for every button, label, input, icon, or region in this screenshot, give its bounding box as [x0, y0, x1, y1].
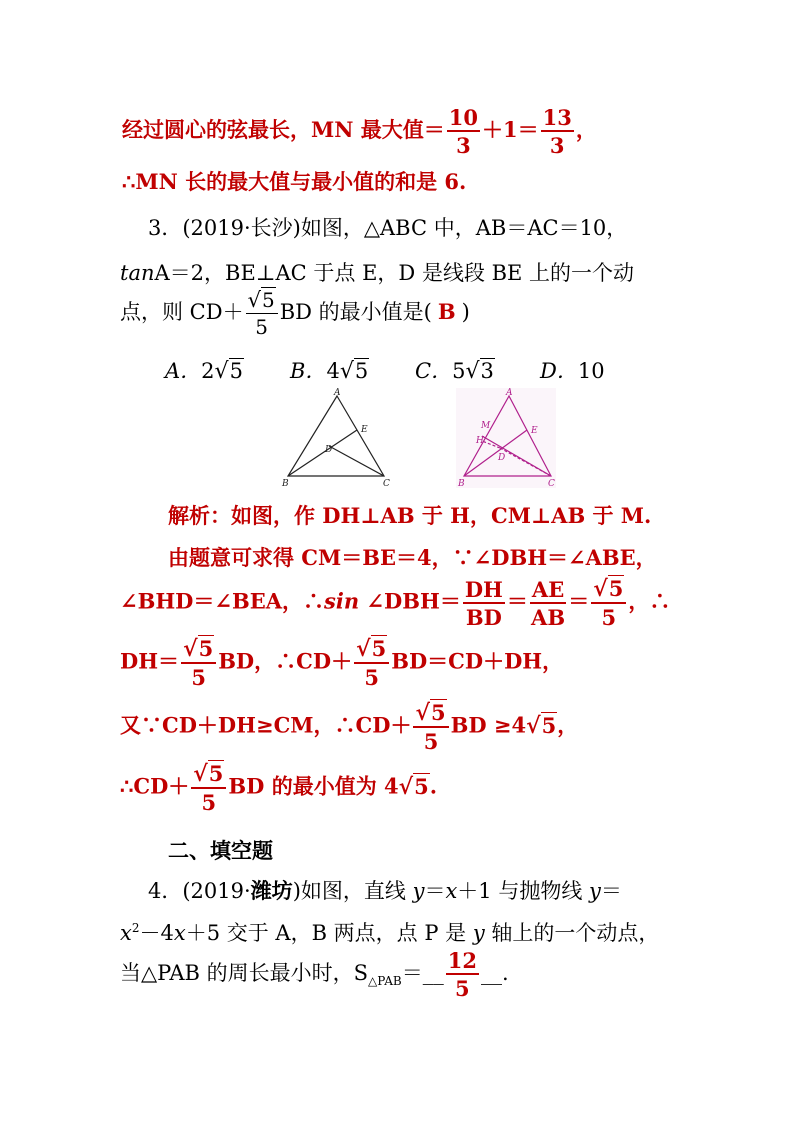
denominator: 3: [456, 133, 471, 158]
label-D: D: [325, 445, 333, 455]
denominator: 5: [423, 729, 439, 755]
option-d: [540, 355, 605, 385]
var-x: x: [173, 921, 186, 945]
numerator: √5: [181, 638, 216, 664]
radicand: 5: [608, 576, 624, 601]
radicand: 5: [371, 636, 387, 661]
figure-left-triangle: [280, 388, 395, 488]
fraction-ae-ab: [530, 576, 566, 630]
option-coef: 4: [326, 359, 340, 383]
fraction-sqrt5-over-5: [591, 576, 626, 631]
top-line-1-plus: ＋1＝: [482, 117, 539, 142]
top-line-2: ∴MN 长的最大值与最小值的和是 6.: [122, 169, 467, 194]
label-A: A: [334, 388, 341, 398]
q3-line-3: [120, 290, 470, 346]
text: ∠BHD＝∠BEA，∴: [120, 588, 325, 614]
option-a: A．2√5: [165, 359, 243, 384]
var-y: y: [589, 879, 601, 903]
fraction-sqrt5-over-5: [246, 290, 278, 337]
numerator: √5: [591, 578, 626, 604]
var-x: x: [120, 921, 132, 945]
text: ∠DBH＝: [359, 588, 461, 614]
numerator: DH: [464, 576, 503, 602]
subscript: △PAB: [368, 974, 402, 989]
var-y: y: [412, 879, 425, 903]
exponent: 2: [131, 921, 140, 935]
option-key: C．: [415, 359, 453, 383]
radicand: 5: [208, 761, 224, 786]
fraction-sqrt5-over-5: [181, 636, 216, 691]
city-name: 潍坊: [250, 878, 293, 903]
top-line-1: [122, 107, 597, 159]
fraction-sqrt5-over-5: [354, 636, 389, 691]
radicand: 5: [414, 773, 429, 799]
option-coef: 5: [452, 359, 466, 383]
radicand: 3: [480, 359, 494, 383]
q4-line-3: [120, 950, 509, 1020]
solution-line-3: [120, 578, 670, 638]
answer-fraction: [446, 950, 479, 999]
figure-right-triangle: [456, 388, 556, 488]
radicand: 5: [354, 359, 369, 383]
sqrt-symbol: √5: [526, 712, 557, 739]
denominator: 3: [549, 133, 565, 158]
option-key: A．: [165, 359, 202, 383]
text: ∴CD＋: [120, 773, 190, 799]
text: 4．(2019·: [148, 879, 251, 903]
denominator: 5: [601, 605, 617, 631]
radicand: 5: [229, 359, 243, 383]
solution-line-5: [120, 702, 578, 762]
label-B: B: [458, 479, 465, 488]
label-B: B: [282, 479, 289, 488]
text: )如图，直线: [292, 879, 413, 903]
numerator: [246, 290, 278, 314]
text: ＝__: [401, 961, 444, 985]
text: ，∴: [628, 588, 671, 614]
text: 当△PAB 的周长最小时，S: [120, 961, 369, 985]
label-H: H: [476, 436, 484, 446]
denominator: 5: [255, 315, 269, 339]
fraction-dh-bd: [463, 576, 505, 630]
fraction-sqrt5-over-5: [413, 700, 448, 755]
fraction-13-3: [541, 107, 574, 156]
text: DH＝: [120, 648, 180, 674]
denominator: 5: [364, 665, 379, 691]
q3-line-3-text: 点，则 CD＋: [120, 300, 244, 324]
text: 又∵CD＋DH≥CM，∴CD＋: [120, 712, 412, 738]
q3-line-3-text-b: BD 的最小值是(: [279, 300, 432, 324]
text: －4: [139, 921, 174, 945]
option-b: B．4√5: [290, 359, 369, 384]
radicand: 5: [261, 288, 275, 312]
var-x: x: [445, 879, 458, 903]
label-C: C: [383, 479, 390, 488]
denominator: AB: [531, 604, 566, 630]
text: ＋5 交于 A，B 两点，点 P 是: [185, 921, 473, 945]
solution-line-4: [120, 638, 563, 698]
q3-line-2-text: A＝2，BE⊥AC 于点 E，D 是线段 BE 上的一个动: [154, 261, 635, 285]
denominator: 5: [191, 665, 206, 691]
text: BD，∴CD＋: [218, 648, 353, 674]
option-key: B．: [290, 359, 327, 383]
text: .: [429, 773, 438, 799]
denominator: 5: [455, 976, 470, 1001]
denominator: 5: [201, 790, 217, 816]
label-D: D: [498, 453, 506, 463]
numerator: √5: [354, 638, 389, 664]
numerator: 10: [448, 105, 478, 130]
solution-line-2: 由题意可求得 CM＝BE＝4，∵∠DBH＝∠ABE，: [168, 545, 657, 570]
option-key: D．: [540, 359, 578, 383]
text: ＋1 与抛物线: [457, 879, 589, 903]
label-A: A: [506, 388, 513, 398]
tan-label: tan: [120, 261, 155, 285]
section-header: 二、填空题: [168, 838, 273, 863]
numerator: √5: [191, 763, 226, 789]
radicand: 5: [430, 700, 446, 725]
option-coef: 10: [577, 359, 605, 383]
radicand: 5: [198, 636, 214, 661]
fraction-10-3: [447, 107, 480, 156]
sqrt-symbol: √5: [398, 773, 429, 800]
sqrt-symbol: √5: [247, 288, 275, 312]
q3-line-1: 3．(2019·长沙)如图，△ABC 中，AB＝AC＝10，: [148, 216, 628, 240]
option-coef: 2: [201, 359, 215, 383]
q4-line-1: [148, 875, 622, 915]
text: BD＝CD＋DH，: [391, 648, 564, 674]
solution-line-6: [120, 763, 437, 823]
close-paren: ): [461, 300, 470, 324]
numerator: 12: [447, 948, 477, 973]
equals: ＝: [506, 588, 528, 614]
text: __.: [480, 961, 509, 985]
numerator: 13: [542, 105, 572, 130]
q3-answer: B: [437, 299, 456, 324]
label-E: E: [531, 426, 538, 436]
text: BD 的最小值为 4: [228, 773, 399, 799]
label-E: E: [361, 425, 368, 435]
radicand: 5: [541, 712, 557, 738]
label-M: M: [481, 421, 491, 431]
numerator: √5: [413, 702, 448, 728]
solution-line-1: 解析：如图，作 DH⊥AB 于 H，CM⊥AB 于 M.: [168, 503, 652, 528]
comma: ，: [575, 117, 597, 142]
equals: ＝: [568, 588, 590, 614]
top-line-1-text: 经过圆心的弦最长，MN 最大值＝: [122, 117, 445, 142]
fraction-sqrt5-over-5: [191, 761, 226, 816]
label-C: C: [548, 479, 555, 488]
denominator: BD: [465, 604, 502, 630]
text: 轴上的一个动点，: [484, 921, 660, 945]
option-c: C．5√3: [415, 359, 494, 384]
equals: ＝: [600, 879, 622, 903]
numerator: AE: [531, 576, 565, 602]
equals: ＝: [424, 879, 446, 903]
var-y: y: [472, 921, 485, 945]
sin-label: sin: [324, 588, 360, 614]
text: ，: [557, 712, 579, 738]
text: BD ≥4: [450, 712, 527, 738]
